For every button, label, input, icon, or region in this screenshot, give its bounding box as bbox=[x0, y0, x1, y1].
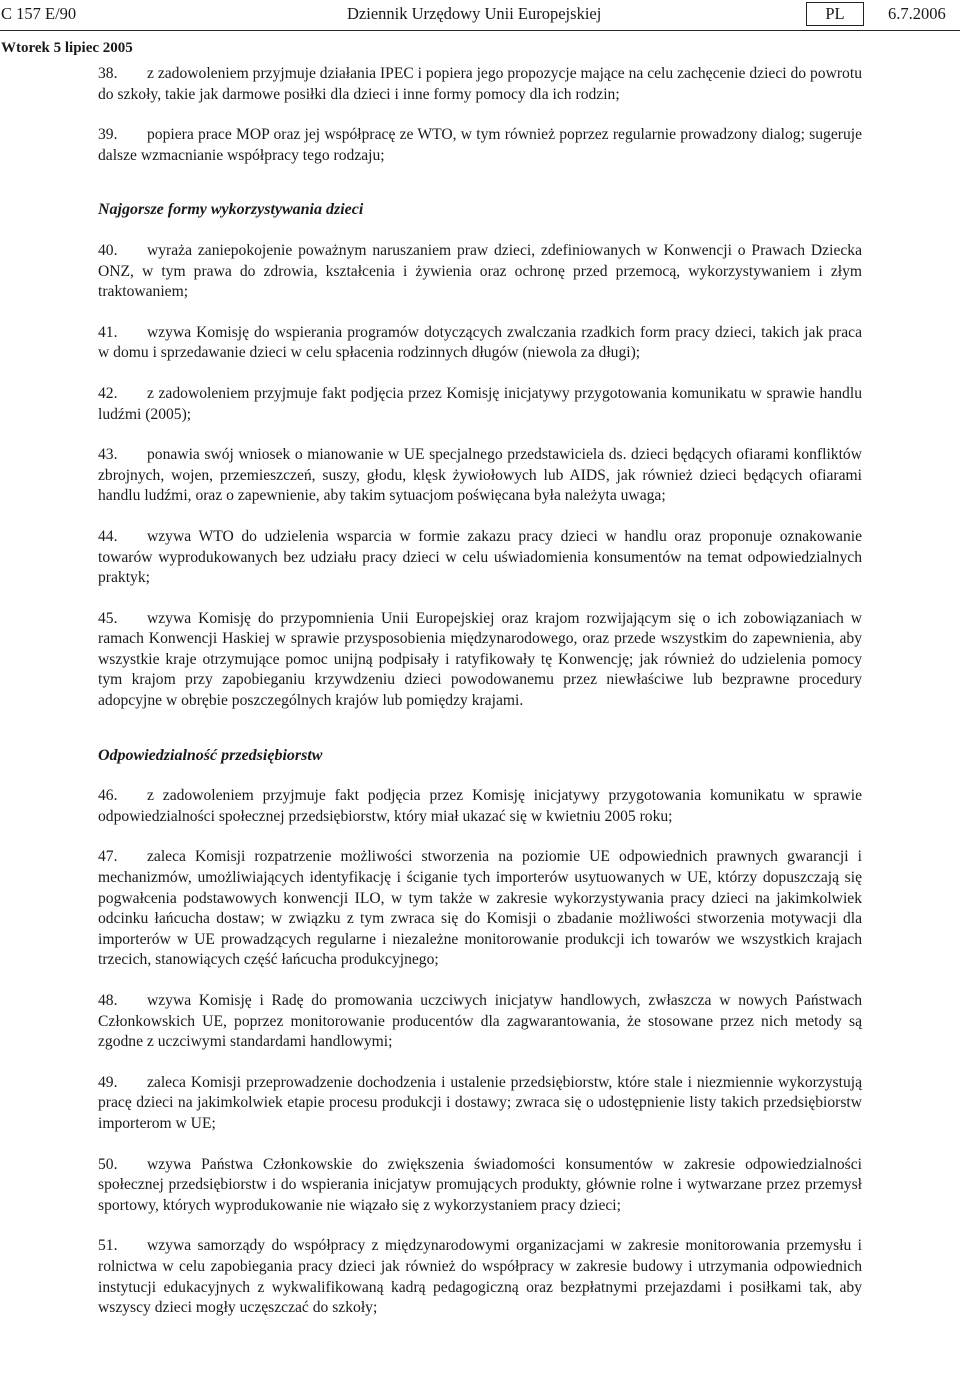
paragraph-text: z zadowoleniem przyjmuje fakt podjęcia przez Komisję inicjatywy przygotowania komunikatu w sprawie handlu ludźmi (2005); bbox=[98, 384, 862, 423]
paragraph bbox=[98, 1155, 862, 1217]
paragraph bbox=[98, 125, 862, 166]
publication-date: 6.7.2006 bbox=[888, 4, 946, 23]
paragraph bbox=[98, 786, 862, 827]
page-header bbox=[0, 0, 960, 31]
paragraph-text: wzywa Komisję do wspierania programów dotyczących zwalczania rzadkich form pracy dzieci, takich jak praca w domu i sprzedawanie dzieci w celu spłacenia rodzinnych długów (niewola za długi); bbox=[98, 323, 862, 362]
paragraph-text: wzywa samorządy do współpracy z międzynarodowymi organizacjami w zakresie monitorowania przemysłu i rolnictwa w celu zapobiegania pracy dzieci jak również do współpracy w zakresie budowy i utrzymania odpowiednich instytucji edukacyjnych z wykwalifikowaną kadrą pedagogiczną oraz bezpłatnymi przejazdami i posiłkami tak, aby wszyscy dzieci mogły uczęszczać do szkoły; bbox=[98, 1237, 862, 1317]
paragraph bbox=[98, 991, 862, 1053]
paragraph-number: 39. bbox=[98, 126, 118, 144]
paragraph bbox=[98, 445, 862, 507]
paragraph-group-a bbox=[98, 64, 862, 166]
paragraph bbox=[98, 527, 862, 589]
section-title-corporate-responsibility: Odpowiedzialność przedsiębiorstw bbox=[98, 746, 323, 764]
paragraph-number: 41. bbox=[98, 323, 118, 341]
paragraph-number: 44. bbox=[98, 527, 118, 545]
paragraph-text: ponawia swój wniosek o mianowanie w UE specjalnego przedstawiciela ds. dzieci będących ofiarami konfliktów zbrojnych, wojen, przemieszczeń, suszy, głodu, klęsk żywiołowych lub AIDS, jak również dzieci będących ofiarami handlu ludźmi, oraz o zapewnienie, aby takim sytuacjom poświęcana była należyta uwaga; bbox=[98, 446, 862, 505]
journal-title: Dziennik Urzędowy Unii Europejskiej bbox=[347, 4, 602, 23]
paragraph-text: z zadowoleniem przyjmuje fakt podjęcia przez Komisję inicjatywy przygotowania komunikatu w sprawie odpowiedzialności społecznej przedsiębiorstw, który miał ukazać się w kwietniu 2005 roku; bbox=[98, 787, 862, 825]
paragraph-number: 49. bbox=[98, 1073, 118, 1091]
paragraph-number: 47. bbox=[98, 848, 118, 866]
paragraph-text: wzywa WTO do udzielenia wsparcia w formie zakazu pracy dzieci w handlu oraz proponuje oznakowanie towarów wyprodukowanych bez udziału pracy dzieci w celu uświadomienia konsumentów na temat odpowiedzialnych praktyk; bbox=[98, 527, 862, 587]
paragraph-text: wzywa Państwa Członkowskie do zwiększenia świadomości konsumentów w zakresie odpowiedzialności społecznej przedsiębiorstw i do wspierania inicjatyw promujących produkty, głównie rolne i wytwarzane przez przemysł sportowy, których wyprodukowanie nie wiązało się z wykorzystaniem pracy dzieci; bbox=[98, 1155, 862, 1214]
paragraph-group-b bbox=[98, 241, 862, 712]
paragraph bbox=[98, 1236, 862, 1318]
language-badge: PL bbox=[806, 2, 864, 26]
paragraph-number: 42. bbox=[98, 384, 118, 402]
paragraph-text: popiera prace MOP oraz jej współpracę ze WTO, w tym również poprzez regularnie prowadzony dialog; sugeruje dalsze wzmacnianie współpracy tego rodzaju; bbox=[98, 126, 862, 164]
document-body bbox=[98, 64, 862, 1339]
paragraph-number: 48. bbox=[98, 992, 118, 1009]
paragraph-number: 40. bbox=[98, 241, 118, 259]
paragraph bbox=[98, 64, 862, 105]
paragraph-number: 46. bbox=[98, 787, 118, 805]
paragraph bbox=[98, 323, 862, 364]
paragraph bbox=[98, 241, 862, 303]
paragraph-text: wyraża zaniepokojenie poważnym naruszaniem praw dzieci, zdefiniowanych w Konwencji o Prawach Dziecka ONZ, w tym prawa do zdrowia, kształcenia i żywienia oraz ochronę przed przemocą, wykorzystywaniem i złym traktowaniem; bbox=[98, 241, 862, 301]
paragraph-number: 43. bbox=[98, 446, 118, 464]
paragraph-number: 51. bbox=[98, 1237, 118, 1255]
paragraph-number: 45. bbox=[98, 609, 118, 627]
paragraph-group-c bbox=[98, 786, 862, 1318]
paragraph-text: wzywa Komisję do przypomnienia Unii Europejskiej oraz krajom rozwijającym się o ich zobowiązaniach w ramach Konwencji Haskiej w sprawie przysposobienia międzynarodowego, oraz przede wszystkim do zapewnienia, aby wszystkie kraje otrzymujące pomoc unijną podpisały i ratyfikowały tę Konwencję; jak również do udzielenia pomocy tym krajom przy zapobieganiu krzywdzeniu dzieci powodowanemu przez niewłaściwe lub bezprawne procedury adopcyjne w obrębie poszczególnych krajów lub pomiędzy krajami. bbox=[98, 609, 862, 710]
paragraph bbox=[98, 1073, 862, 1135]
section-title-worst-forms: Najgorsze formy wykorzystywania dzieci bbox=[98, 201, 364, 219]
paragraph bbox=[98, 609, 862, 712]
paragraph-text: zaleca Komisji przeprowadzenie dochodzenia i ustalenie przedsiębiorstw, które stale i niezmiennie wykorzystują pracę dzieci na jakimkolwiek etapie procesu produkcji i dostawy; zwraca się o udostępnienie listy takich przedsiębiorstw importerom w UE; bbox=[98, 1073, 862, 1132]
paragraph-number: 50. bbox=[98, 1155, 118, 1173]
paragraph-text: z zadowoleniem przyjmuje działania IPEC i popiera jego propozycje mające na celu zachęcenie dzieci do powrotu do szkoły, takie jak darmowe posiłki dla dzieci i inne formy pomocy dla ich rodzin; bbox=[98, 65, 862, 103]
paragraph-text: zaleca Komisji rozpatrzenie możliwości stworzenia na poziomie UE odpowiednich prawnych gwarancji i mechanizmów, umożliwiających identyfikację i ściganie tych importerów usytuowanych w UE, którzy dopuszczają się pogwałcenia podstawowych konwencji ILO, w tym także w zakresie wykorzystywania pracy dzieci na jakimkolwiek odcinku łańcucha dostaw; w związku z tym zwraca się do Komisji o zbadanie możliwości stworzenia motywacji dla importerów w UE prowadzących regularne i niezależne monitorowanie produkcji ich towarów we wszystkich krajach trzecich, stanowiących część łańcucha produkcyjnego; bbox=[98, 848, 862, 969]
paragraph bbox=[98, 847, 862, 971]
paragraph bbox=[98, 384, 862, 425]
sitting-date: Wtorek 5 lipiec 2005 bbox=[1, 40, 133, 56]
paragraph-number: 38. bbox=[98, 65, 118, 82]
journal-reference: C 157 E/90 bbox=[1, 4, 77, 23]
paragraph-text: wzywa Komisję i Radę do promowania uczciwych inicjatyw handlowych, zwłaszcza w nowych Państwach Członkowskich UE, poprzez monitorowanie producentów dla zagwarantowania, że stosowane przez nich metody są zgodne z uczciwymi standardami handlowymi; bbox=[98, 992, 862, 1051]
